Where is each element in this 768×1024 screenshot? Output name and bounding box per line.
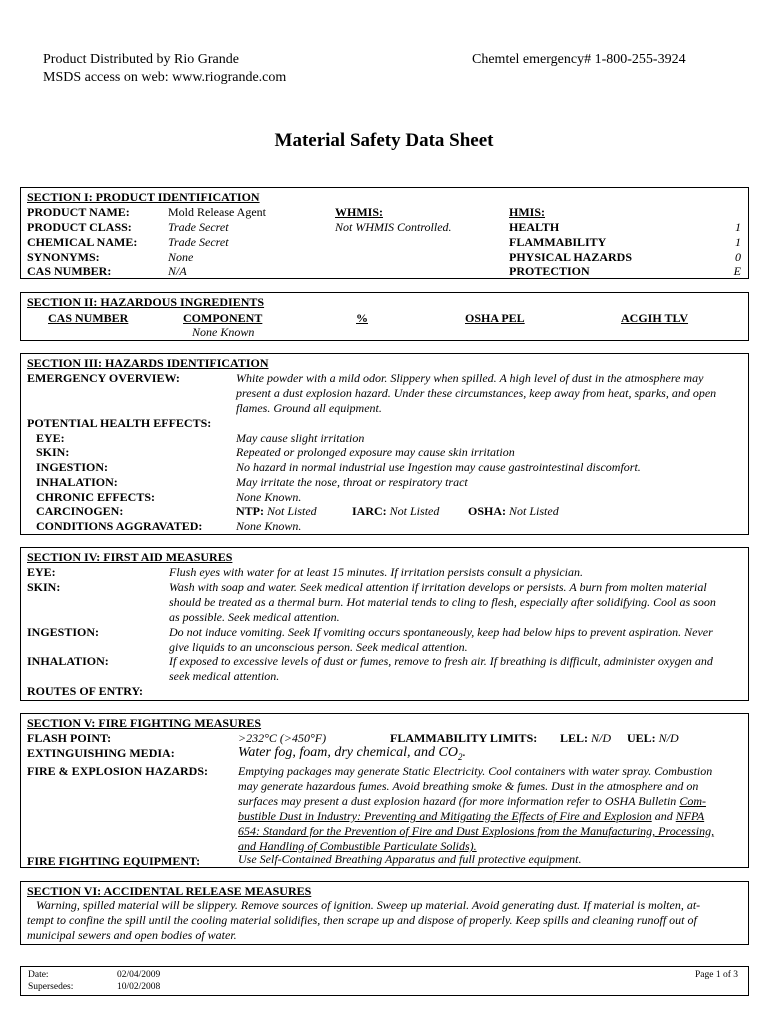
ext-subscript: 2 bbox=[457, 751, 463, 762]
fire-explosion-label: FIRE & EXPLOSION HAZARDS: bbox=[27, 764, 209, 778]
effect-inhalation-label: INHALATION: bbox=[36, 475, 118, 489]
uel-value: N/D bbox=[658, 731, 679, 745]
iarc-value: Not Listed bbox=[389, 504, 440, 518]
component-value: None Known bbox=[192, 325, 255, 339]
section-2-heading: SECTION II: HAZARDOUS INGREDIENTS bbox=[27, 295, 265, 309]
section-1-heading: SECTION I: PRODUCT IDENTIFICATION bbox=[27, 190, 260, 204]
distributor-line: Product Distributed by Rio Grande bbox=[43, 52, 239, 67]
section-5-heading: SECTION V: FIRE FIGHTING MEASURES bbox=[27, 716, 262, 730]
carcinogen-iarc bbox=[352, 504, 439, 519]
effect-ingestion-value: No hazard in normal industrial use Ingestion may cause gastrointestinal discomfort. bbox=[236, 460, 641, 474]
fa-ingestion-line-1: Do not induce vomiting. Seek If vomiting occurs spontaneously, keep had below hips to prevent aspiration. Never bbox=[169, 625, 713, 639]
section-1-product-identification bbox=[20, 187, 749, 279]
effect-ingestion-label: INGESTION: bbox=[36, 460, 109, 474]
fire-line-4-and: and bbox=[651, 809, 676, 823]
fa-eye-label: EYE: bbox=[27, 565, 56, 579]
extinguishing-media-value bbox=[238, 744, 466, 766]
fa-routes-label: ROUTES OF ENTRY: bbox=[27, 684, 144, 698]
cas-number-value: N/A bbox=[168, 264, 187, 278]
hmis-protection-value: E bbox=[733, 264, 741, 278]
carcinogen-ntp bbox=[236, 504, 317, 519]
osha-bulletin-link[interactable]: bustible Dust in Industry: Preventing and Mitigating the Effects of Fire and Explosion bbox=[238, 809, 652, 823]
whmis-value: Not WHMIS Controlled. bbox=[335, 220, 452, 234]
carcinogen-osha bbox=[468, 504, 559, 519]
fire-line-3-text: surfaces may present a dust explosion hazard (for more information refer to OSHA Bulletin bbox=[238, 794, 680, 808]
nfpa-link-end[interactable]: and Handling of Combustible Particulate Solids). bbox=[238, 839, 477, 853]
uel-label: UEL: bbox=[627, 731, 656, 745]
fa-eye-line-1: Flush eyes with water for at least 15 minutes. If irritation persists consult a physician. bbox=[169, 565, 583, 579]
release-line-3: municipal sewers and open bodies of water. bbox=[27, 928, 237, 942]
nfpa-link-start[interactable]: NFPA bbox=[675, 809, 705, 823]
overview-line-3: flames. Ground all equipment. bbox=[236, 401, 382, 415]
footer bbox=[20, 966, 749, 996]
product-class-label: PRODUCT CLASS: bbox=[27, 220, 132, 234]
product-class-value: Trade Secret bbox=[168, 220, 229, 234]
fa-ingestion-label: INGESTION: bbox=[27, 625, 100, 639]
section-6-accidental-release bbox=[20, 881, 749, 945]
flammability-limits-label: FLAMMABILITY LIMITS: bbox=[390, 731, 538, 745]
fa-inhalation-line-1: If exposed to excessive levels of dust or fumes, remove to fresh air. If breathing is difficult, administer oxygen and bbox=[169, 654, 713, 668]
ntp-label: NTP: bbox=[236, 504, 264, 518]
hmis-physical-label: PHYSICAL HAZARDS bbox=[509, 250, 633, 264]
flash-point-label: FLASH POINT: bbox=[27, 731, 112, 745]
conditions-aggravated-label: CONDITIONS AGGRAVATED: bbox=[36, 519, 203, 533]
release-line-2: tempt to confine the spill until the cooling material solidifies, then scrape up and dispose of properly. Keep spills and cleaning runoff out of bbox=[27, 913, 697, 927]
fa-ingestion-line-2: give liquids to an unconscious person. Seek medical attention. bbox=[169, 640, 468, 654]
lel-label: LEL: bbox=[560, 731, 589, 745]
msds-access-line: MSDS access on web: www.riogrande.com bbox=[43, 70, 287, 85]
section-6-heading: SECTION VI: ACCIDENTAL RELEASE MEASURES bbox=[27, 884, 312, 898]
extinguishing-media-label: EXTINGUISHING MEDIA: bbox=[27, 746, 175, 760]
effect-chronic-label: CHRONIC EFFECTS: bbox=[36, 490, 156, 504]
document-title: Material Safety Data Sheet bbox=[274, 130, 494, 151]
chemical-name-value: Trade Secret bbox=[168, 235, 229, 249]
fa-skin-line-3: as possible. Seek medical attention. bbox=[169, 610, 340, 624]
section-4-first-aid bbox=[20, 547, 749, 701]
fire-line-4 bbox=[238, 809, 704, 824]
synonyms-value: None bbox=[168, 250, 194, 264]
section-3-heading: SECTION III: HAZARDS IDENTIFICATION bbox=[27, 356, 269, 370]
uel bbox=[627, 731, 679, 746]
effect-skin-value: Repeated or prolonged exposure may cause skin irritation bbox=[236, 445, 515, 459]
fa-inhalation-label: INHALATION: bbox=[27, 654, 109, 668]
ext-text: Water fog, foam, dry chemical, and CO bbox=[238, 745, 458, 760]
cas-number-label: CAS NUMBER: bbox=[27, 264, 112, 278]
fire-fighting-equipment-label: FIRE FIGHTING EQUIPMENT: bbox=[27, 854, 201, 868]
footer-page-number: Page 1 of 3 bbox=[694, 970, 738, 980]
col-osha-pel: OSHA PEL bbox=[465, 311, 525, 325]
conditions-aggravated-value: None Known. bbox=[236, 519, 302, 533]
overview-line-2: present a dust explosion hazard. Under these circumstances, keep away from heat, sparks, and open bbox=[236, 386, 717, 400]
effect-eye-value: May cause slight irritation bbox=[236, 431, 365, 445]
fire-line-2: may generate hazardous fumes. Avoid breathing smoke & fumes. Dust in the atmosphere and on bbox=[238, 779, 699, 793]
fire-line-1: Emptying packages may generate Static Electricity. Cool containers with water spray. Combustion bbox=[238, 764, 713, 778]
carcinogen-label: CARCINOGEN: bbox=[36, 504, 124, 518]
flash-point-value: >232°C (>450°F) bbox=[238, 731, 327, 745]
section-2-hazardous-ingredients bbox=[20, 292, 749, 341]
hmis-protection-label: PROTECTION bbox=[509, 264, 590, 278]
emergency-line: Chemtel emergency# 1-800-255-3924 bbox=[472, 52, 686, 67]
whmis-label: WHMIS: bbox=[335, 205, 383, 219]
fa-inhalation-line-2: seek medical attention. bbox=[169, 669, 280, 683]
section-3-hazards-identification bbox=[20, 353, 749, 535]
iarc-label: IARC: bbox=[352, 504, 387, 518]
chemical-name-label: CHEMICAL NAME: bbox=[27, 235, 138, 249]
footer-date-label: Date: bbox=[28, 970, 49, 980]
hmis-physical-value: 0 bbox=[735, 250, 741, 264]
synonyms-label: SYNONYMS: bbox=[27, 250, 100, 264]
fa-skin-label: SKIN: bbox=[27, 580, 61, 594]
nfpa-link[interactable]: 654: Standard for the Prevention of Fire and Dust Explosions from the Manufacturing, Processing, bbox=[238, 824, 715, 838]
section-5-fire-fighting bbox=[20, 713, 749, 868]
footer-date-value: 02/04/2009 bbox=[117, 970, 161, 980]
footer-supersedes-value: 10/02/2008 bbox=[117, 982, 161, 992]
osha-label: OSHA: bbox=[468, 504, 507, 518]
lel bbox=[560, 731, 611, 746]
effect-inhalation-value: May irritate the nose, throat or respiratory tract bbox=[236, 475, 468, 489]
col-percent: % bbox=[356, 311, 368, 325]
effect-skin-label: SKIN: bbox=[36, 445, 70, 459]
col-component: COMPONENT bbox=[183, 311, 263, 325]
hmis-flammability-value: 1 bbox=[735, 235, 741, 249]
ext-end: . bbox=[462, 745, 466, 760]
fa-skin-line-2: should be treated as a thermal burn. Hot material tends to cling to flesh, especially after solidifying. Cool as soon bbox=[169, 595, 716, 609]
lel-value: N/D bbox=[591, 731, 612, 745]
fa-skin-line-1: Wash with soap and water. Seek medical attention if irritation develops or persists. A burn from molten material bbox=[169, 580, 707, 594]
fire-fighting-equipment-value: Use Self-Contained Breathing Apparatus and full protective equipment. bbox=[238, 852, 582, 866]
col-acgih-tlv: ACGIH TLV bbox=[621, 311, 689, 325]
hmis-flammability-label: FLAMMABILITY bbox=[509, 235, 607, 249]
product-name-value: Mold Release Agent bbox=[168, 205, 266, 219]
hmis-label: HMIS: bbox=[509, 205, 545, 219]
hmis-health-label: HEALTH bbox=[509, 220, 560, 234]
osha-value: Not Listed bbox=[509, 504, 559, 518]
effect-chronic-value: None Known. bbox=[236, 490, 302, 504]
emergency-overview-label: EMERGENCY OVERVIEW: bbox=[27, 371, 180, 385]
potential-health-effects-label: POTENTIAL HEALTH EFFECTS: bbox=[27, 416, 212, 430]
effect-eye-label: EYE: bbox=[36, 431, 65, 445]
fire-line-3 bbox=[238, 794, 706, 809]
section-4-heading: SECTION IV: FIRST AID MEASURES bbox=[27, 550, 233, 564]
product-name-label: PRODUCT NAME: bbox=[27, 205, 130, 219]
overview-line-1: White powder with a mild odor. Slippery when spilled. A high level of dust in the atmosphere may bbox=[236, 371, 704, 385]
footer-supersedes-label: Supersedes: bbox=[28, 982, 74, 992]
hmis-health-value: 1 bbox=[735, 220, 741, 234]
col-cas-number: CAS NUMBER bbox=[48, 311, 129, 325]
osha-bulletin-link-start[interactable]: Com- bbox=[679, 794, 706, 808]
ntp-value: Not Listed bbox=[267, 504, 317, 518]
release-line-1: Warning, spilled material will be slippery. Remove sources of ignition. Sweep up material. Avoid generating dust. If material is molten, at- bbox=[36, 898, 701, 912]
